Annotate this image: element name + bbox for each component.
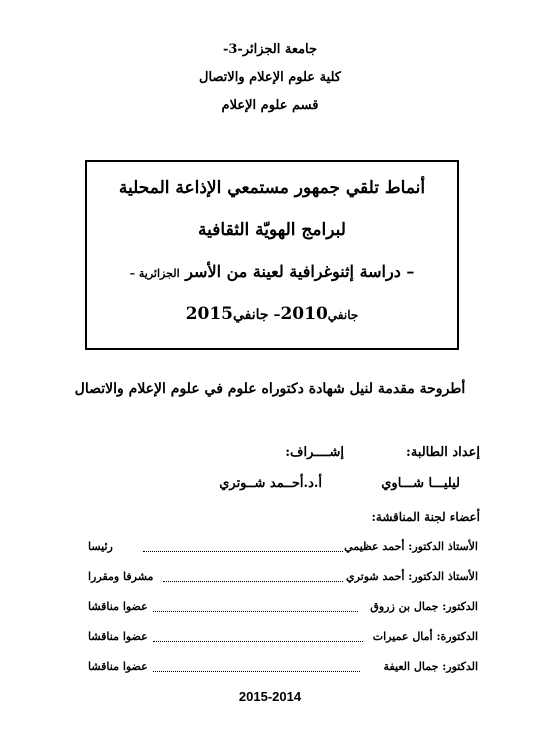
- jury-member-row: [48, 570, 478, 588]
- jury-member-role: مشرفا ومقررا: [88, 570, 154, 583]
- jury-member-role: رئيسا: [88, 540, 113, 553]
- thesis-title-box: [85, 160, 459, 350]
- period-prefix: جانفي: [327, 308, 359, 322]
- academic-year: 2015-2014: [238, 689, 302, 704]
- period-middle: – جانفي: [233, 307, 281, 323]
- thesis-title-line-1: أنماط تلقي جمهور مستمعي الإذاعة المحلية: [118, 178, 426, 198]
- jury-member-role: عضوا مناقشا: [88, 630, 148, 643]
- jury-member-name: الأستاذ الدكتور: أحمد شوتري: [345, 570, 478, 583]
- thesis-subtitle-small: الجزائرية –: [129, 267, 180, 280]
- jury-label: أعضاء لجنة المناقشة:: [371, 510, 480, 524]
- supervisor-name: أ.د.أحــمد شــوتري: [219, 476, 322, 491]
- jury-member-name: الدكتور: جمال بن زروق: [370, 600, 478, 613]
- jury-member-row: [48, 600, 478, 618]
- dotted-leader: [153, 641, 363, 642]
- thesis-subtitle: [87, 262, 457, 281]
- department-name: قسم علوم الإعلام: [221, 98, 319, 113]
- student-name: ليليـــا شـــاوي: [381, 476, 460, 491]
- jury-member-role: عضوا مناقشا: [88, 600, 148, 613]
- faculty-name: كلية علوم الإعلام والاتصال: [199, 70, 341, 85]
- period-year-end: 2015: [185, 304, 234, 324]
- period-year-start: 2010: [280, 304, 328, 324]
- thesis-subtitle-main: – دراسة إثنوغرافية لعينة من الأسر: [179, 262, 415, 281]
- jury-member-name: الدكتور: جمال العيفة: [383, 660, 478, 673]
- thesis-statement: أطروحة مقدمة لنيل شهادة دكتوراه علوم في علوم الإعلام والاتصال: [74, 381, 466, 397]
- jury-member-row: [48, 540, 478, 558]
- dotted-leader: [163, 581, 343, 582]
- jury-member-role: عضوا مناقشا: [88, 660, 148, 673]
- prepared-by-label: إعداد الطالبة:: [406, 445, 480, 460]
- dotted-leader: [153, 611, 358, 612]
- jury-member-name: الدكتورة: أمال عميرات: [372, 630, 478, 643]
- supervision-label: إشــــراف:: [285, 445, 344, 460]
- thesis-title-line-2: لبرامج الهويّة الثقافية: [198, 220, 346, 240]
- study-period: [87, 304, 457, 324]
- university-name: جامعة الجزائر-3-: [222, 42, 318, 57]
- jury-member-name: الأستاذ الدكتور: أحمد عظيمي: [344, 540, 478, 553]
- dotted-leader: [143, 551, 343, 552]
- jury-member-row: [48, 660, 478, 678]
- jury-member-row: [48, 630, 478, 648]
- dotted-leader: [153, 671, 360, 672]
